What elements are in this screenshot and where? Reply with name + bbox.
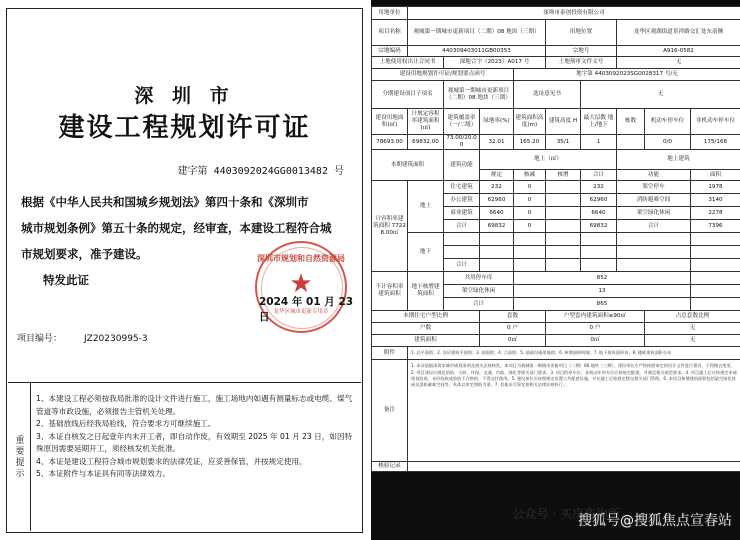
- table-row: [372, 46, 740, 57]
- label-cell: 土地预审文件文号: [546, 57, 617, 69]
- value-cell: 0: [514, 220, 546, 233]
- header-cell: 地上（㎡）: [480, 150, 617, 170]
- value-cell: 62960: [581, 194, 617, 207]
- value-cell: 0㎡: [546, 335, 645, 347]
- table-row: [372, 181, 740, 194]
- value-cell: 观城第一期城市更新项目（二期）08 地块（三期）: [408, 20, 546, 46]
- value-cell: 合计: [444, 298, 514, 311]
- header-cell: 最大层数 地上/地下: [581, 109, 617, 135]
- table-row: [372, 360, 740, 462]
- label-cell: 分期建设项目子项名: [372, 81, 444, 109]
- value-cell: 龙华区观湖街道景祥路交汇处东南侧: [617, 20, 740, 46]
- value-cell: 232: [480, 181, 514, 194]
- label-cell: 地上: [408, 181, 444, 233]
- header-cell: 建筑面积高度(m): [514, 109, 546, 135]
- value-cell: 深圳市泰创投资有限公司: [408, 7, 740, 20]
- value-cell: 架空绿化休闲: [617, 207, 691, 220]
- notes-cell: 1. 本证依据深圳市城市规划条例及相关法规核发。本项目为观城第一期城市更新项目（二期）08 地块（三期），建设单位应严格按照审定的设计文件进行建设，不得擅自变更。2. 项目建设应满足消防、人防、环保、交通、市政、绿化等相关部门要求。3. 项目的停车位、非机动车停车位应按规定配建，并满足相关规范要求。4. 项目竣工后应按规定申请规划验收，未经验收或验收不合格的，不得交付使用。5. 建设单位应按照规定设置公共配套设施，并在竣工后按规定移交相关部门管理。6. 本项目核增建筑面积包括架空绿化休闲及消防避难空间等，具体以审定图纸为准。7. 其他未尽事宜按相关法律法规执行。: [408, 360, 740, 462]
- value-cell: 6640: [581, 207, 617, 220]
- table-header-row: [372, 109, 740, 135]
- label-cell: 项目名称: [372, 20, 408, 46]
- value-cell: 无: [617, 57, 740, 69]
- table-row: [372, 7, 740, 20]
- watermark-sohu: 搜狐号@搜狐焦点宣春站: [578, 513, 732, 529]
- label-cell: 用地位置: [546, 20, 617, 46]
- label-cell: 户数: [372, 323, 480, 335]
- table-row: [372, 81, 740, 109]
- notice-item: 2、基础放线后经我局验线，符合要求方可继续施工。: [36, 419, 216, 428]
- header-cell: 面积: [691, 170, 740, 181]
- header-cell: 栋数: [617, 109, 645, 135]
- label-cell: 宗地号: [546, 46, 617, 57]
- value-cell: [617, 135, 645, 150]
- value-cell: 69832.00: [408, 135, 444, 150]
- body-line: 市规划要求，准予建设。: [21, 247, 148, 261]
- value-cell: 合计: [617, 220, 691, 233]
- label-cell: 用地单位: [372, 7, 408, 20]
- value-cell: 无: [581, 81, 740, 109]
- label-cell: 宗地编码: [372, 46, 408, 57]
- value-cell: 合计: [444, 220, 480, 233]
- label-cell: 地下核增建筑面积: [408, 272, 444, 311]
- value-cell: 0: [514, 207, 546, 220]
- watermark-wechat: 公众号 · 买房咨询所: [512, 507, 620, 521]
- value-cell: 73.00/20.00: [444, 135, 480, 150]
- value-cell: 地字第 4403092023SG0028317 号/无: [514, 69, 740, 81]
- label-cell: 不计容积率建筑面积: [372, 272, 408, 311]
- header-cell: 建筑覆盖率（一/二级）: [444, 109, 480, 135]
- city-heading: 深 圳 市: [134, 85, 235, 107]
- important-notice: [8, 382, 361, 531]
- value-cell: 852: [514, 272, 691, 285]
- header-cell: 规定: [480, 170, 514, 181]
- value-cell: 7396: [691, 220, 740, 233]
- table-row: [372, 347, 740, 360]
- project-number: [17, 331, 148, 344]
- label-cell: 选址意见书: [514, 81, 581, 109]
- header-cell: 绿地率(%): [480, 109, 514, 135]
- value-cell: [546, 181, 581, 194]
- value-cell: 1: [581, 135, 617, 150]
- label-cell: 本期住宅户型比例: [372, 311, 480, 323]
- label-cell: 地下: [408, 233, 444, 272]
- notice-list: [36, 393, 354, 481]
- value-cell: 69832: [581, 220, 617, 233]
- table-row: [372, 323, 740, 335]
- label-cell: 备注: [372, 360, 408, 462]
- notice-item: 3、本证自核发之日起壹年内未开工者，即自动作废，有效期至 2025 年 01 月 23 日，如因特殊原因需要延期开工，须经核发机关批准。: [36, 431, 353, 453]
- value-cell: 2278: [691, 207, 740, 220]
- value-cell: 232: [581, 181, 617, 194]
- notice-item: 1、本建设工程必须按我局批准的设计文件进行施工，施工场地内如遇有测量标志或电缆、煤气管道等市政设施，必须报告主管机关处理。: [36, 394, 353, 416]
- notice-label: 重要提示: [8, 383, 31, 531]
- value-cell: 3140: [691, 194, 740, 207]
- body-line: 根据《中华人民共和国城乡规划法》第四十条和《深圳市: [21, 195, 309, 209]
- value-cell: 深地合字（2023）A017 号: [444, 57, 546, 69]
- table-row: [372, 57, 740, 69]
- value-cell: 办公建筑: [444, 194, 480, 207]
- value-cell: 合计: [444, 259, 480, 272]
- value-cell: 0: [514, 181, 546, 194]
- value-cell: 0 户: [546, 323, 645, 335]
- value-cell: 观城第一期城市更新项目（二期）08 地块（三期）: [444, 81, 514, 109]
- table-row: [372, 20, 740, 46]
- header-cell: 计规定容积率建筑面积(㎡): [408, 109, 444, 135]
- value-cell: 865: [514, 298, 691, 311]
- value-cell: 无: [645, 323, 740, 335]
- label-cell: 建设用地规划许可证/规划要点函号: [372, 69, 514, 81]
- value-cell: 架空停车: [617, 181, 691, 194]
- details-table: [371, 6, 740, 472]
- value-cell: 175/168: [691, 135, 740, 150]
- table-row: [372, 272, 740, 285]
- project-number-value: JZ20230995-3: [84, 334, 148, 344]
- label-cell: 计容积率建筑面积 77228.00㎡: [372, 181, 408, 272]
- value-cell: [546, 207, 581, 220]
- value-cell: 13: [514, 285, 691, 298]
- value-cell: 无: [645, 335, 740, 347]
- value-cell: [546, 220, 581, 233]
- permit-details-sheet: [371, 0, 740, 540]
- header-cell: 户型套内建筑面积≤90㎡: [546, 311, 645, 323]
- notice-item: 5、本证附件与本证具有同等法律效力。: [36, 469, 170, 478]
- seal-sub-text: 龙华区城市更新专用章: [273, 309, 329, 315]
- certificate-number: 建字第 4403092024GG0013482 号: [177, 166, 344, 177]
- header-cell: 核减: [514, 170, 546, 181]
- header-cell: 合计: [581, 170, 617, 181]
- table-row: [372, 335, 740, 347]
- value-cell: 165.20: [514, 135, 546, 150]
- header-cell: 非机动车停车位: [691, 109, 740, 135]
- table-row: [372, 311, 740, 323]
- value-cell: 0㎡: [480, 335, 546, 347]
- label-cell: 土地使用权出让合同书: [372, 57, 444, 69]
- issue-date: 2024 年 01 月 23 日: [259, 296, 354, 323]
- value-cell: 商业建筑: [444, 207, 480, 220]
- value-cell: 0/0: [645, 135, 691, 150]
- header-cell: 地上建筑: [617, 150, 740, 170]
- value-cell: 35/1: [546, 135, 581, 150]
- value-cell: A916-0582: [617, 46, 740, 57]
- header-cell: 建筑功能: [444, 150, 480, 181]
- label-cell: 建筑面积: [372, 335, 480, 347]
- value-cell: 0: [514, 194, 546, 207]
- value-cell: 32.01: [480, 135, 514, 150]
- value-cell: 架空绿化休闲: [444, 285, 514, 298]
- header-cell: 建筑高度 H: [546, 109, 581, 135]
- seal-top-text: 深圳市规划和自然资源局: [257, 253, 345, 263]
- table-row: [372, 69, 740, 81]
- header-cell: 占总套数比例: [645, 311, 740, 323]
- value-cell: [546, 194, 581, 207]
- value-cell: 共用停车库: [444, 272, 514, 285]
- attachments-cell: 1. 总平面图；2. 各层建筑平面图；3. 剖面图；4. 立面图；5. 基础设施用地图；6. 核增面积明细；7. 地下建筑面积表；8. 楼栋建筑面积分布: [408, 347, 740, 360]
- permit-title: 建设工程规划许可证: [58, 113, 311, 143]
- value-cell: 0 户: [480, 323, 546, 335]
- notice-item: 4、本证是建设工程符合城市规划要求的法律凭证，应妥善保管，并按规定使用。: [36, 456, 307, 466]
- project-number-label: 项目编号：: [17, 334, 63, 344]
- header-cell: 功能: [617, 170, 691, 181]
- header-cell: 建设用地面积(㎡): [372, 109, 408, 135]
- star-icon: ★: [289, 269, 313, 299]
- value-cell: 消防避难空间: [617, 194, 691, 207]
- value-cell: 1978: [691, 181, 740, 194]
- value-cell: 440309403011GB00353: [408, 46, 546, 57]
- header-cell: 机动车停车位: [645, 109, 691, 135]
- header-cell: 核增: [546, 170, 581, 181]
- value-cell: 62960: [480, 194, 514, 207]
- label-cell: 本期建筑面积: [372, 150, 444, 181]
- table-row: [372, 150, 740, 170]
- table-row: [372, 233, 740, 246]
- table-row: [372, 462, 740, 472]
- header-cell: 套数: [480, 311, 546, 323]
- value-cell: 6640: [480, 207, 514, 220]
- table-row: [372, 135, 740, 150]
- label-cell: 附件: [372, 347, 408, 360]
- label-cell: 核验记录: [372, 462, 408, 472]
- body-line: 特发此证: [43, 273, 89, 287]
- value-cell: 69832: [480, 220, 514, 233]
- body-line: 城市规划条例》第五十条的规定，经审查，本建设工程符合城: [21, 221, 332, 235]
- value-cell: 78693.00: [372, 135, 408, 150]
- value-cell: 住宅建筑: [444, 181, 480, 194]
